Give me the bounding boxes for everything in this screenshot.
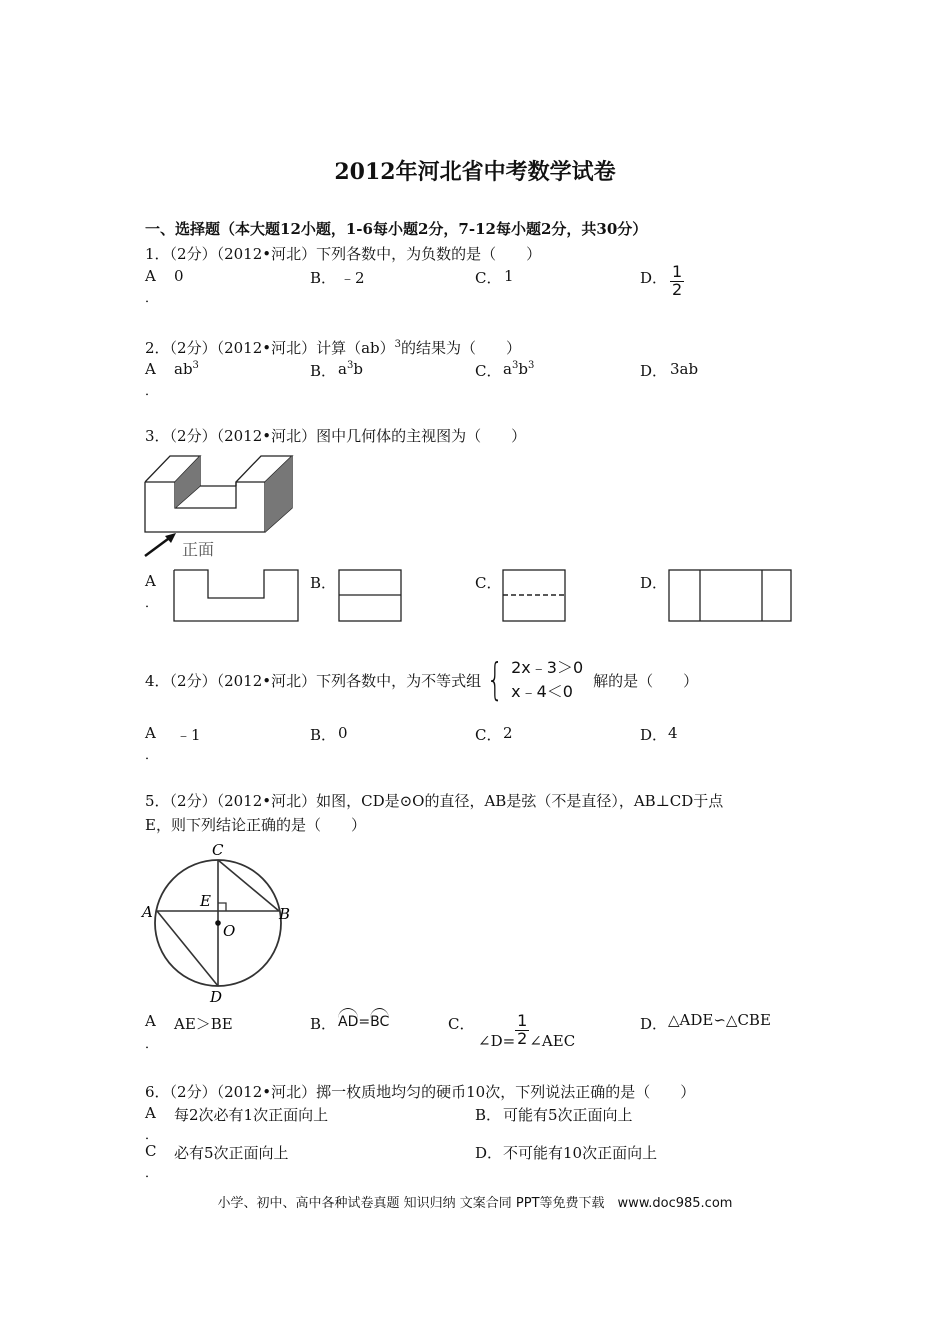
q3-option-b-figure — [337, 568, 403, 624]
q6-option-d-letter: D． — [475, 1144, 503, 1162]
page-title: 2012年河北省中考数学试卷 — [334, 159, 616, 185]
q5-option-b-letter: B． — [310, 1015, 337, 1033]
q5-option-a-dot: ． — [145, 1037, 159, 1052]
question-4-stem — [145, 656, 698, 704]
q2-a-sup: 3 — [192, 360, 199, 371]
q5-label-o: O — [223, 922, 236, 940]
q2-option-c-letter: C． — [475, 362, 502, 380]
q5-label-a: A — [142, 903, 153, 921]
q5-label-e: E — [200, 892, 211, 910]
q5-option-c-text — [478, 1010, 575, 1050]
question-1-stem: 1．（2分）（2012•河北）下列各数中，为负数的是（ ） — [145, 245, 542, 263]
q4-option-b-letter: B． — [310, 726, 337, 744]
q1-option-a-dot: ． — [145, 291, 159, 306]
question-5-stem-line2: E，则下列结论正确的是（ ） — [145, 816, 366, 834]
q1-option-d-letter: D． — [640, 269, 668, 287]
q5-arc-ad: AD — [338, 1008, 358, 1030]
q2-b-tail: b — [353, 360, 363, 378]
q1-option-b-letter: B． — [310, 269, 337, 287]
q3-option-a-dot: ． — [145, 596, 159, 611]
q1-option-a-letter: A — [145, 267, 156, 285]
q1-option-b-text: ﹣2 — [340, 269, 365, 287]
q2-c-base: a — [503, 360, 512, 378]
q4-inequality-1: 2x﹣3＞0 — [511, 658, 584, 677]
q4-stem-post: 解的是（ ） — [593, 671, 699, 690]
q1-option-d-fraction — [670, 264, 684, 299]
q5-option-d-text: △ADE∽△CBE — [668, 1011, 771, 1029]
q3-option-b-letter: B． — [310, 574, 337, 592]
q4-option-a-text: ﹣1 — [176, 726, 201, 744]
q5-c-fraction — [515, 1010, 529, 1048]
q4-brace: { — [486, 654, 504, 705]
q2-option-b-text — [338, 360, 363, 378]
q4-option-a-letter: A — [145, 724, 156, 742]
section-header: 一、选择题（本大题12小题，1-6每小题2分，7-12每小题2分，共30分） — [145, 220, 648, 238]
question-6-stem: 6．（2分）（2012•河北）掷一枚质地均匀的硬币10次，下列说法正确的是（ ） — [145, 1083, 696, 1101]
q2-b-base: a — [338, 360, 347, 378]
footer-banner: 小学、初中、高中各种试卷真题 知识归纳 文案合同 PPT等免费下载 www.doc985.com — [217, 1196, 733, 1211]
q5-label-c: C — [212, 841, 224, 859]
q5-option-d-letter: D． — [640, 1015, 668, 1033]
q1-option-c-text: 1 — [504, 267, 514, 285]
q5-c-denominator: 2 — [517, 1028, 528, 1048]
q4-inequality-2: x﹣4＜0 — [511, 682, 573, 701]
q5-label-b: B — [279, 905, 291, 923]
q6-option-b-text: 可能有5次正面向上 — [503, 1106, 633, 1124]
q2-stem-post: 的结果为（ ） — [401, 339, 522, 357]
q2-stem-sup: 3 — [394, 339, 402, 350]
q1-option-a-text: 0 — [174, 267, 184, 285]
q1-fraction-numerator: 1 — [672, 262, 683, 281]
q3-option-a-letter: A — [145, 572, 156, 590]
q1-option-c-letter: C． — [475, 269, 502, 287]
q2-option-a-dot: ． — [145, 384, 159, 399]
question-2-stem — [145, 337, 521, 358]
q5-option-a-letter: A — [145, 1012, 156, 1030]
q5-c-pre: ∠D= — [478, 1032, 516, 1050]
q3-option-c-figure — [501, 568, 567, 624]
q5-c-post: ∠AEC — [529, 1032, 576, 1050]
q3-option-c-letter: C． — [475, 574, 502, 592]
q2-c-mid: b — [518, 360, 528, 378]
q4-option-d-text: 4 — [668, 724, 678, 742]
q4-inequality-system — [481, 656, 583, 704]
q6-option-b-letter: B． — [475, 1106, 502, 1124]
q4-option-c-text: 2 — [503, 724, 513, 742]
q3-option-d-letter: D． — [640, 574, 668, 592]
q4-option-a-dot: ． — [145, 748, 159, 763]
q2-option-a-letter: A — [145, 360, 156, 378]
q6-option-c-letter: C — [145, 1142, 157, 1160]
q4-option-b-text: 0 — [338, 724, 348, 742]
q2-option-c-text — [503, 360, 534, 378]
q5-circle-figure — [138, 838, 298, 1006]
q2-a-base: ab — [174, 360, 193, 378]
q6-option-c-dot: ． — [145, 1166, 159, 1181]
q2-b-sup: 3 — [346, 360, 354, 371]
q5-c-numerator: 1 — [517, 1010, 528, 1030]
q1-fraction-denominator: 2 — [672, 279, 683, 299]
q2-option-d-letter: D． — [640, 362, 668, 380]
q6-option-a-dot: ． — [145, 1128, 159, 1143]
q3-option-d-figure — [667, 568, 795, 624]
q2-c-sup: 3 — [511, 360, 519, 371]
q4-option-c-letter: C． — [475, 726, 502, 744]
q5-arc-eq: = — [358, 1014, 371, 1030]
q5-option-c-letter: C． — [448, 1015, 475, 1033]
q2-c-sup2: 3 — [527, 360, 535, 371]
q5-option-a-text: AE＞BE — [174, 1015, 233, 1033]
q3-front-label: 正面 — [182, 540, 215, 559]
q5-label-d: D — [210, 988, 223, 1006]
q6-option-d-text: 不可能有10次正面向上 — [503, 1144, 658, 1162]
q5-arc-bc: BC — [370, 1008, 389, 1030]
question-3-stem: 3．（2分）（2012•河北）图中几何体的主视图为（ ） — [145, 427, 527, 445]
q2-option-a-text — [174, 360, 199, 378]
q6-option-a-text: 每2次必有1次正面向上 — [174, 1106, 329, 1124]
q2-stem-pre: 2．（2分）（2012•河北）计算（ab） — [145, 339, 395, 357]
q2-option-b-letter: B． — [310, 362, 337, 380]
question-5-stem-line1: 5．（2分）（2012•河北）如图，CD是⊙O的直径，AB是弦（不是直径），AB⊥CD于点 — [145, 792, 724, 810]
q2-option-d-text: 3ab — [670, 360, 699, 378]
q6-option-c-text: 必有5次正面向上 — [174, 1144, 289, 1162]
q4-option-d-letter: D． — [640, 726, 668, 744]
q4-stem-pre: 4．（2分）（2012•河北）下列各数中，为不等式组 — [145, 671, 482, 690]
q3-option-a-figure — [172, 568, 300, 624]
q3-solid-figure — [140, 450, 305, 560]
q6-option-a-letter: A — [145, 1104, 156, 1122]
q5-option-b-text — [338, 1008, 389, 1030]
